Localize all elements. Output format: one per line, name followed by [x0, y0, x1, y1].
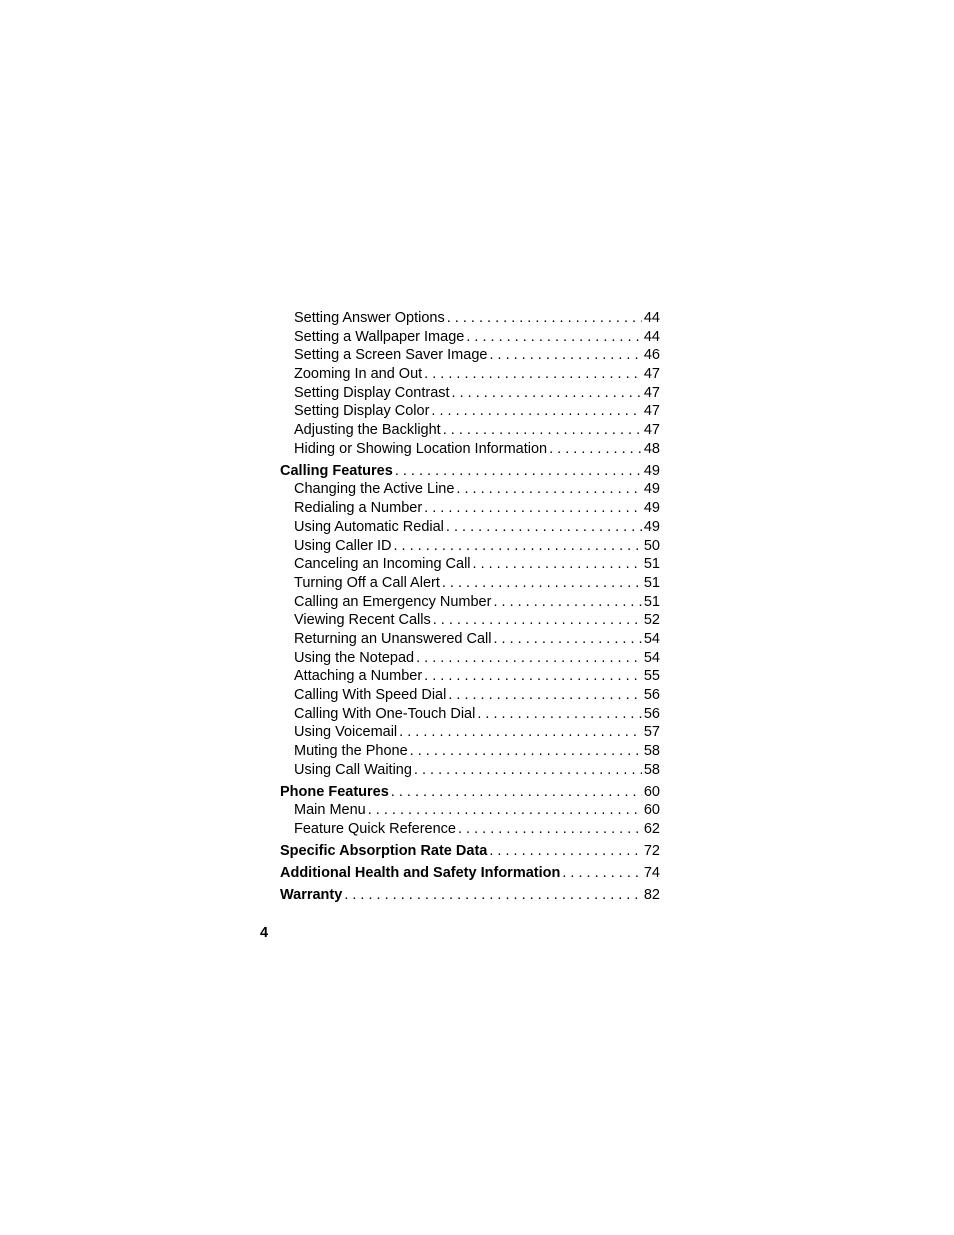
toc-entry: [280, 384, 660, 403]
toc-leader-dots: [399, 723, 642, 742]
toc-entry: [280, 402, 660, 421]
toc-entry-page: 49: [643, 500, 660, 517]
toc-leader-dots: [562, 864, 642, 883]
toc-entry: [280, 886, 660, 905]
toc-leader-dots: [424, 365, 642, 384]
toc-entry-page: 82: [643, 887, 660, 904]
toc-entry-page: 54: [643, 630, 660, 647]
toc-entry-title: Using the Notepad: [294, 649, 415, 666]
toc-entry-title: Calling With Speed Dial: [294, 687, 447, 704]
toc-entry-title: Using Automatic Redial: [294, 518, 444, 535]
toc-entry-title: Zooming In and Out: [294, 366, 423, 383]
toc-leader-dots: [493, 593, 641, 612]
toc-entry-title: Setting a Wallpaper Image: [294, 328, 465, 345]
toc-entry-page: 56: [643, 687, 660, 704]
toc-entry-title: Setting Display Color: [294, 403, 430, 420]
toc-leader-dots: [466, 328, 642, 347]
toc-entry-page: 47: [643, 422, 660, 439]
toc-entry-title: Muting the Phone: [294, 743, 408, 760]
toc-entry-title: Canceling an Incoming Call: [294, 556, 471, 573]
toc-entry: [280, 864, 660, 883]
toc-entry-title: Changing the Active Line: [294, 481, 455, 498]
toc-entry: [280, 842, 660, 861]
toc-entry-page: 49: [643, 481, 660, 498]
toc-entry-page: 44: [643, 310, 660, 326]
toc-entry-page: 58: [643, 743, 660, 760]
toc-leader-dots: [473, 555, 642, 574]
toc-entry-page: 47: [643, 366, 660, 383]
toc-entry: [280, 649, 660, 668]
toc-leader-dots: [424, 667, 642, 686]
toc-leader-dots: [452, 384, 642, 403]
toc-entry: [280, 518, 660, 537]
toc-entry-page: 44: [643, 328, 660, 345]
toc-entry-page: 51: [643, 556, 660, 573]
toc-entry-title: Using Caller ID: [294, 537, 392, 554]
toc-entry: [280, 593, 660, 612]
toc-entry-page: 49: [643, 518, 660, 535]
toc-entry: [280, 742, 660, 761]
toc-leader-dots: [458, 820, 642, 839]
toc-entry-page: 57: [643, 724, 660, 741]
toc-entry-title: Feature Quick Reference: [294, 821, 456, 838]
toc-leader-dots: [442, 574, 642, 593]
toc-entry-title: Main Menu: [294, 802, 366, 819]
toc-entry: [280, 574, 660, 593]
toc-leader-dots: [549, 440, 642, 459]
toc-entry: [280, 440, 660, 459]
toc-entry: [280, 783, 660, 802]
toc-entry-title: Returning an Unanswered Call: [294, 630, 492, 647]
toc-leader-dots: [477, 705, 642, 724]
toc-entry-title: Redialing a Number: [294, 500, 423, 517]
toc-leader-dots: [416, 649, 642, 668]
table-of-contents: [280, 309, 660, 905]
toc-entry: [280, 555, 660, 574]
toc-leader-dots: [414, 761, 642, 780]
toc-entry-page: 55: [643, 668, 660, 685]
toc-leader-dots: [410, 742, 642, 761]
toc-entry: [280, 480, 660, 499]
toc-entry: [280, 499, 660, 518]
toc-entry-title: Warranty: [280, 887, 343, 904]
toc-entry-page: 47: [643, 384, 660, 401]
toc-leader-dots: [431, 402, 641, 421]
toc-entry-title: Viewing Recent Calls: [294, 612, 431, 629]
toc-leader-dots: [424, 499, 642, 518]
toc-entry-title: Specific Absorption Rate Data: [280, 843, 488, 860]
toc-entry: [280, 667, 660, 686]
toc-entry-title: Setting a Screen Saver Image: [294, 347, 488, 364]
toc-leader-dots: [368, 801, 642, 820]
toc-entry-title: Adjusting the Backlight: [294, 422, 441, 439]
toc-entry-page: 54: [643, 649, 660, 666]
toc-entry-page: 52: [643, 612, 660, 629]
toc-entry: [280, 309, 660, 328]
toc-leader-dots: [489, 842, 642, 861]
toc-entry-title: Setting Display Contrast: [294, 384, 450, 401]
toc-entry-title: Setting Answer Options: [294, 310, 445, 326]
toc-entry-page: 50: [643, 537, 660, 554]
toc-entry-page: 46: [643, 347, 660, 364]
toc-entry-page: 60: [643, 802, 660, 819]
toc-entry-page: 49: [643, 462, 660, 479]
toc-entry-title: Phone Features: [280, 783, 389, 800]
toc-entry-title: Calling an Emergency Number: [294, 593, 492, 610]
toc-entry-title: Hiding or Showing Location Information: [294, 440, 548, 457]
toc-entry-page: 72: [643, 843, 660, 860]
toc-leader-dots: [489, 346, 641, 365]
toc-entry-page: 51: [643, 593, 660, 610]
toc-entry: [280, 328, 660, 347]
toc-leader-dots: [391, 783, 642, 802]
toc-entry: [280, 421, 660, 440]
toc-leader-dots: [433, 611, 642, 630]
toc-entry-title: Calling With One-Touch Dial: [294, 705, 476, 722]
toc-entry: [280, 723, 660, 742]
toc-entry-title: Additional Health and Safety Information: [280, 865, 561, 882]
toc-entry: [280, 611, 660, 630]
toc-entry: [280, 537, 660, 556]
toc-entry: [280, 686, 660, 705]
toc-entry-title: Using Call Waiting: [294, 761, 412, 778]
toc-leader-dots: [493, 630, 641, 649]
toc-entry-page: 48: [643, 440, 660, 457]
toc-leader-dots: [447, 309, 642, 328]
toc-leader-dots: [456, 480, 641, 499]
toc-entry: [280, 820, 660, 839]
toc-leader-dots: [446, 518, 642, 537]
toc-leader-dots: [344, 886, 642, 905]
toc-entry-page: 56: [643, 705, 660, 722]
toc-entry: [280, 630, 660, 649]
toc-entry: [280, 462, 660, 481]
toc-entry: [280, 761, 660, 780]
toc-entry-page: 74: [643, 865, 660, 882]
toc-entry-page: 62: [643, 821, 660, 838]
toc-entry: [280, 705, 660, 724]
toc-leader-dots: [448, 686, 642, 705]
toc-entry-title: Attaching a Number: [294, 668, 423, 685]
toc-entry-page: 47: [643, 403, 660, 420]
toc-entry: [280, 365, 660, 384]
toc-leader-dots: [443, 421, 642, 440]
toc-leader-dots: [394, 537, 642, 556]
toc-entry-page: 58: [643, 761, 660, 778]
page-number: 4: [260, 925, 269, 941]
toc-entry: [280, 346, 660, 365]
toc-entry-title: Using Voicemail: [294, 724, 398, 741]
toc-entry-title: Turning Off a Call Alert: [294, 574, 440, 591]
toc-entry-page: 51: [643, 574, 660, 591]
toc-entry: [280, 801, 660, 820]
toc-entry-title: Calling Features: [280, 462, 393, 479]
toc-entry-page: 60: [643, 783, 660, 800]
toc-leader-dots: [395, 462, 642, 481]
